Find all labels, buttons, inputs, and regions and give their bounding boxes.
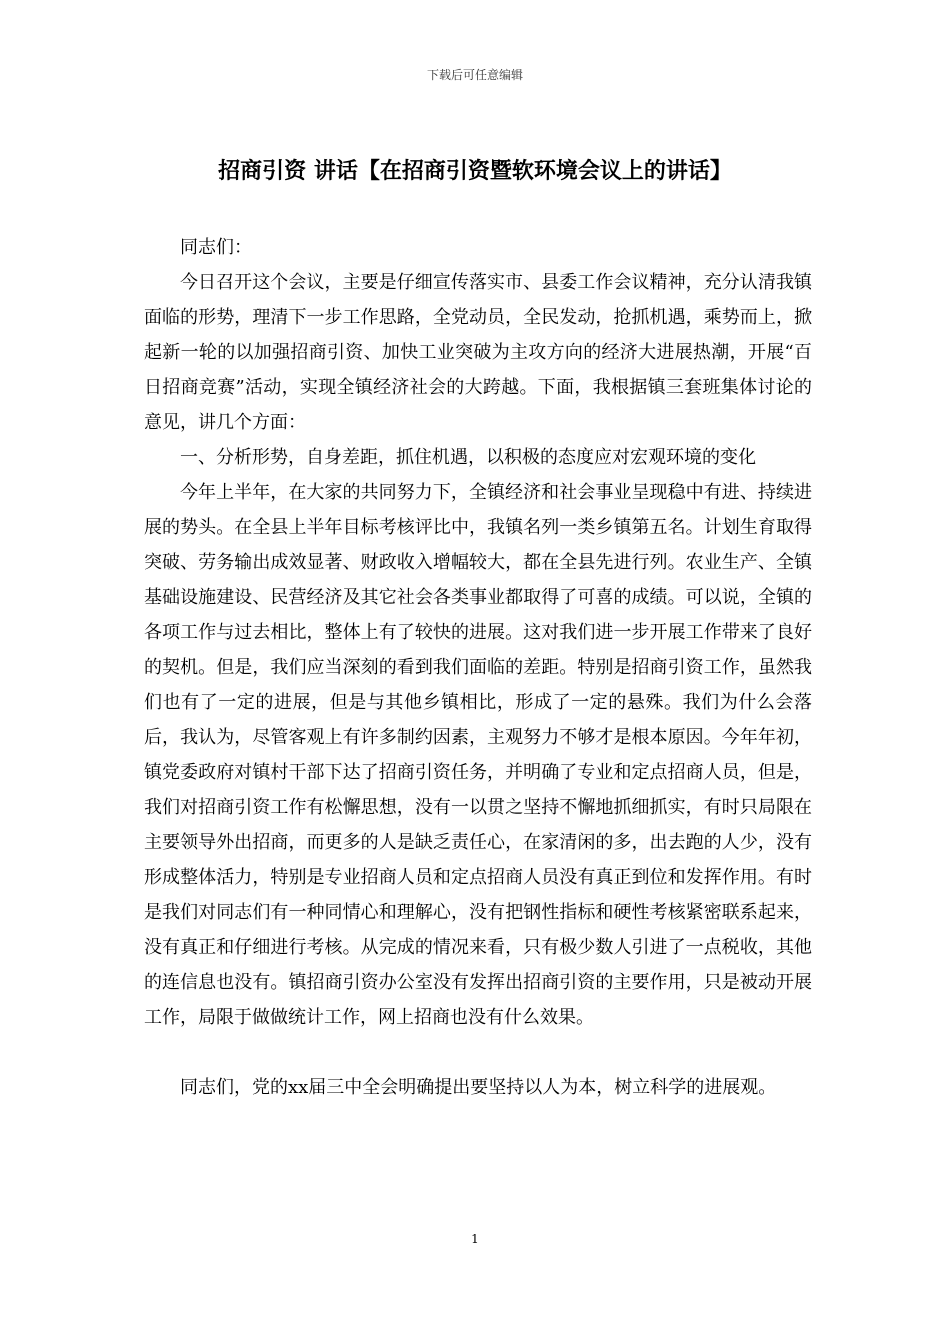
document-title: 招商引资 讲话【在招商引资暨软环境会议上的讲话】: [218, 158, 732, 184]
paragraph-situation: 今年上半年，在大家的共同努力下，全镇经济和社会事业呈现稳中有进、持续进展的势头。在全县上半年目标考核评比中，我镇名列一类乡镇第五名。计划生育取得突破、劳务输出成效显著、财政收入增幅较大，都在全县先进行列。农业生产、全镇基础设施建设、民营经济及其它社会各类事业都取得了可喜的成绩。可以说，全镇的各项工作与过去相比，整体上有了较快的进展。这对我们进一步开展工作带来了良好的契机。但是，我们应当深刻的看到我们面临的差距。特别是招商引资工作，虽然我们也有了一定的进展，但是与其他乡镇相比，形成了一定的悬殊。我们为什么会落后，我认为，尽管客观上有许多制约因素，主观努力不够才是根本原因。今年年初，镇党委政府对镇村干部下达了招商引资任务，并明确了专业和定点招商人员，但是，我们对招商引资工作有松懈思想，没有一以贯之坚持不懈地抓细抓实，有时只局限在主要领导外出招商，而更多的人是缺乏责任心，在家清闲的多，出去跑的人少，没有形成整体活力，特别是专业招商人员和定点招商人员没有真正到位和发挥作用。有时是我们对同志们有一种同情心和理解心，没有把钢性指标和硬性考核紧密联系起来，没有真正和仔细进行考核。从完成的情况来看，只有极少数人引进了一点税收，其他的连信息也没有。镇招商引资办公室没有发挥出招商引资的主要作用，只是被动开展工作，局限于做做统计工作，网上招商也没有什么效果。: [144, 482, 812, 1028]
page-number: 1: [471, 1232, 479, 1246]
paragraph-intro: 今日召开这个会议，主要是仔细宣传落实市、县委工作会议精神，充分认清我镇面临的形势，理清下一步工作思路，全党动员，全民发动，抢抓机遇，乘势而上，掀起新一轮的以加强招商引资、加快工业突破为主攻方向的经济大进展热潮，开展“百日招商竞赛”活动，实现全镇经济社会的大跨越。下面，我根据镇三套班集体讨论的意见，讲几个方面：: [144, 272, 812, 433]
document-body: [144, 230, 812, 1105]
salutation: 同志们：: [180, 237, 252, 258]
section-heading-1: 一、分析形势，自身差距，抓住机遇，以积极的态度应对宏观环境的变化: [180, 447, 756, 468]
page-header-note: 下载后可任意编辑: [426, 68, 523, 82]
paragraph-closing: 同志们，党的xx届三中全会明确提出要坚持以人为本，树立科学的进展观。: [180, 1077, 777, 1098]
